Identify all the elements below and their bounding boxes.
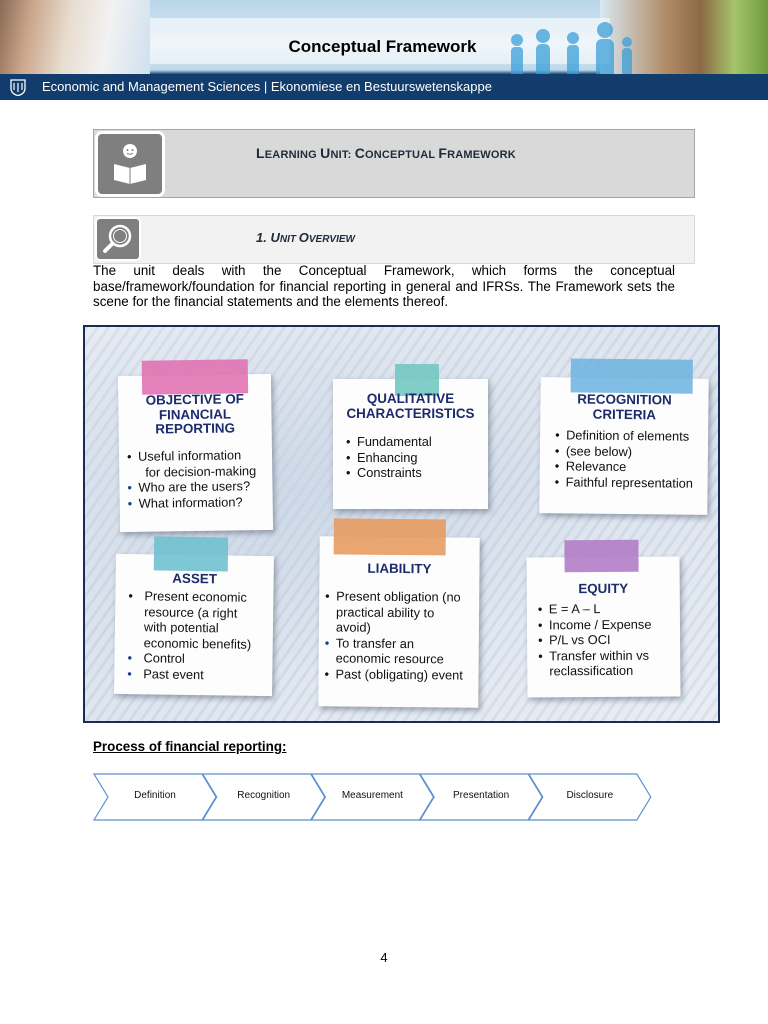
process-step-label: Recognition xyxy=(237,790,291,801)
note-recognition-list xyxy=(555,427,706,491)
note-qualitative-title: QUALITATIVE CHARACTERISTICS xyxy=(346,391,475,421)
list-item: • Transfer within vs xyxy=(538,647,678,663)
list-item: • Present economic xyxy=(126,588,276,606)
learning-unit-title: LEARNING UNIT: CONCEPTUAL FRAMEWORK xyxy=(256,145,516,161)
note-qualitative-list xyxy=(346,434,481,481)
note-equity xyxy=(527,556,681,697)
unit-overview-heading: 1. UNIT OVERVIEW xyxy=(256,230,355,245)
list-item: • Constraints xyxy=(346,465,481,481)
list-item: • P/L vs OCI xyxy=(538,631,678,647)
note-recognition xyxy=(539,377,708,515)
faculty-name: Economic and Management Sciences | Ekonomiese en Bestuurswetenskappe xyxy=(42,79,492,94)
list-item: • Relevance xyxy=(555,458,705,475)
list-item: • What information? xyxy=(128,493,268,510)
process-step-label: Presentation xyxy=(453,790,510,801)
list-item: for decision-making xyxy=(145,462,257,480)
tape-equity xyxy=(564,540,638,573)
note-objective-list xyxy=(127,447,268,511)
note-asset-list xyxy=(125,588,276,683)
tape-objective xyxy=(142,359,248,394)
header-banner xyxy=(0,0,768,100)
process-step-label: Definition xyxy=(134,790,176,801)
page-number: 4 xyxy=(380,950,388,965)
list-item: economic benefits) xyxy=(143,634,252,652)
process-heading: Process of financial reporting: xyxy=(93,739,287,754)
note-liability-title: LIABILITY xyxy=(367,560,432,577)
intro-paragraph: The unit deals with the Conceptual Framework, which forms the conceptual base/framework/foundation for financial reporting in general and IFRSs. The Framework sets the scene for the financial statements and the elements thereof. xyxy=(93,263,675,309)
tape-liability xyxy=(334,518,446,555)
list-item: • E = A – L xyxy=(538,600,678,616)
unit-overview-box xyxy=(93,215,695,264)
document-title: Conceptual Framework xyxy=(288,37,477,56)
process-step-label: Measurement xyxy=(341,790,403,801)
list-item: • Enhancing xyxy=(346,450,481,466)
note-equity-list xyxy=(538,600,679,678)
magnifier-icon xyxy=(97,219,139,259)
list-item: • Who are the users? xyxy=(127,478,267,495)
list-item: • To transfer an xyxy=(325,635,477,652)
list-item: • Present obligation (no xyxy=(325,588,477,605)
note-liability xyxy=(318,536,479,707)
note-objective-title: OBJECTIVE OF FINANCIAL REPORTING xyxy=(145,391,244,437)
note-liability-list xyxy=(324,588,477,682)
note-equity-title: EQUITY xyxy=(578,580,629,597)
tape-asset xyxy=(154,536,228,571)
note-asset xyxy=(114,554,274,696)
list-item: • Definition of elements xyxy=(555,427,705,444)
banner-photo-left xyxy=(0,0,150,74)
university-crest-icon xyxy=(10,79,26,96)
note-asset-title: ASSET xyxy=(172,570,218,587)
list-item: resource (a right xyxy=(144,603,238,621)
note-recognition-title: RECOGNITION CRITERIA xyxy=(577,391,672,422)
tape-recognition xyxy=(571,358,693,393)
note-objective xyxy=(118,374,273,532)
list-item: • Past event xyxy=(125,666,275,684)
list-item: • (see below) xyxy=(555,443,705,460)
list-item: • Useful information xyxy=(127,447,267,464)
list-item: • Income / Expense xyxy=(538,616,678,632)
process-step-label: Disclosure xyxy=(566,790,614,801)
list-item: • Past (obligating) event xyxy=(324,666,476,683)
list-item: • Control xyxy=(125,650,275,668)
list-item: • Fundamental xyxy=(346,434,481,450)
list-item: economic resource xyxy=(335,650,444,667)
list-item: practical ability to xyxy=(336,603,435,620)
learning-unit-box xyxy=(93,129,695,198)
list-item: • Faithful representation xyxy=(555,474,705,491)
reader-icon xyxy=(98,134,162,194)
note-qualitative xyxy=(333,379,488,509)
conceptual-framework-diagram xyxy=(83,325,720,723)
list-item: avoid) xyxy=(335,619,371,635)
list-item: reclassification xyxy=(549,662,634,679)
list-item: with potential xyxy=(143,619,219,636)
